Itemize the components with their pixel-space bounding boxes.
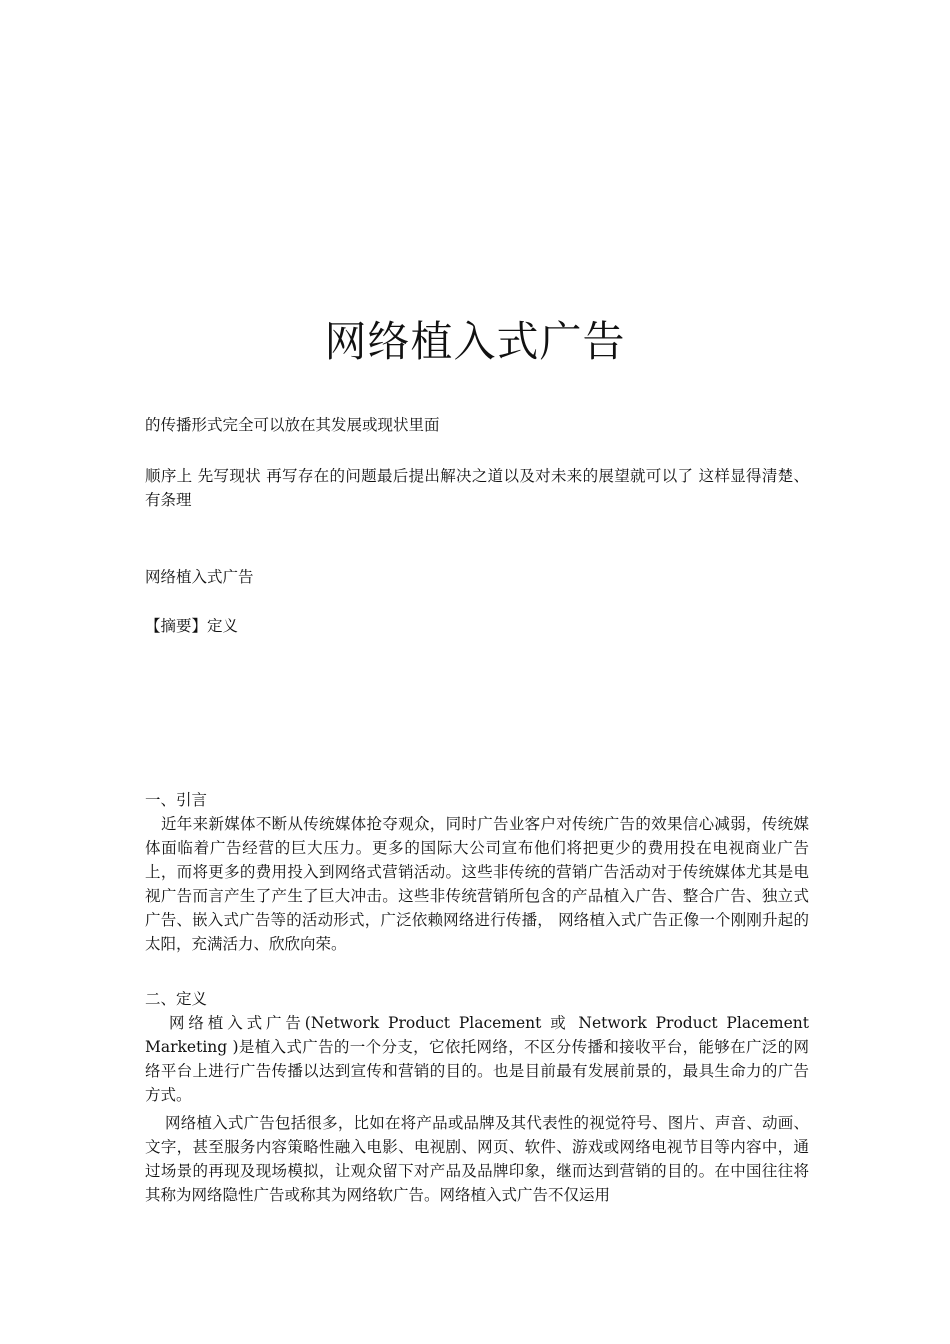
document-title: 网络植入式广告	[324, 317, 626, 366]
section-1-heading: 一、引言	[145, 791, 208, 809]
section-2-heading: 二、定义	[145, 990, 208, 1008]
section-2-paragraph-1: 网络植入式广告(Network Product Placement 或 Network Product Placement Marketing )是植入式广告的一个分支，它依托网络，不区分传播和接收平台，能够在广泛的网络平台上进行广告传播以达到宣传和营销的目的。也是目前最有发展前景的，最具生命力的广告方式。	[145, 1014, 809, 1104]
section-2-paragraph-2: 网络植入式广告包括很多，比如在将产品或品牌及其代表性的视觉符号、图片、声音、动画、文字，甚至服务内容策略性融入电影、电视剧、网页、软件、游戏或网络电视节目等内容中，通过场景的再现及现场模拟，让观众留下对产品及品牌印象，继而达到营销的目的。在中国往往将其称为网络隐性广告或称其为网络软广告。网络植入式广告不仅运用	[145, 1114, 809, 1204]
abstract-label: 【摘要】定义	[145, 617, 239, 635]
note-line-2: 顺序上 先写现状 再写存在的问题最后提出解决之道以及对未来的展望就可以了 这样显得清楚、有条理	[145, 467, 809, 509]
note-line-1: 的传播形式完全可以放在其发展或现状里面	[145, 416, 440, 434]
section-1-paragraph: 近年来新媒体不断从传统媒体抢夺观众，同时广告业客户对传统广告的效果信心减弱，传统媒体面临着广告经营的巨大压力。更多的国际大公司宣布他们将把更少的费用投在电视商业广告上，而将更多的费用投入到网络式营销活动。这些非传统的营销广告活动对于传统媒体尤其是电视广告而言产生了产生了巨大冲击。这些非传统营销所包含的产品植入广告、整合广告、独立式广告、嵌入式广告等的活动形式，广泛依赖网络进行传播， 网络植入式广告正像一个刚刚升起的太阳，充满活力、欣欣向荣。	[145, 815, 809, 953]
subtitle: 网络植入式广告	[145, 568, 254, 586]
